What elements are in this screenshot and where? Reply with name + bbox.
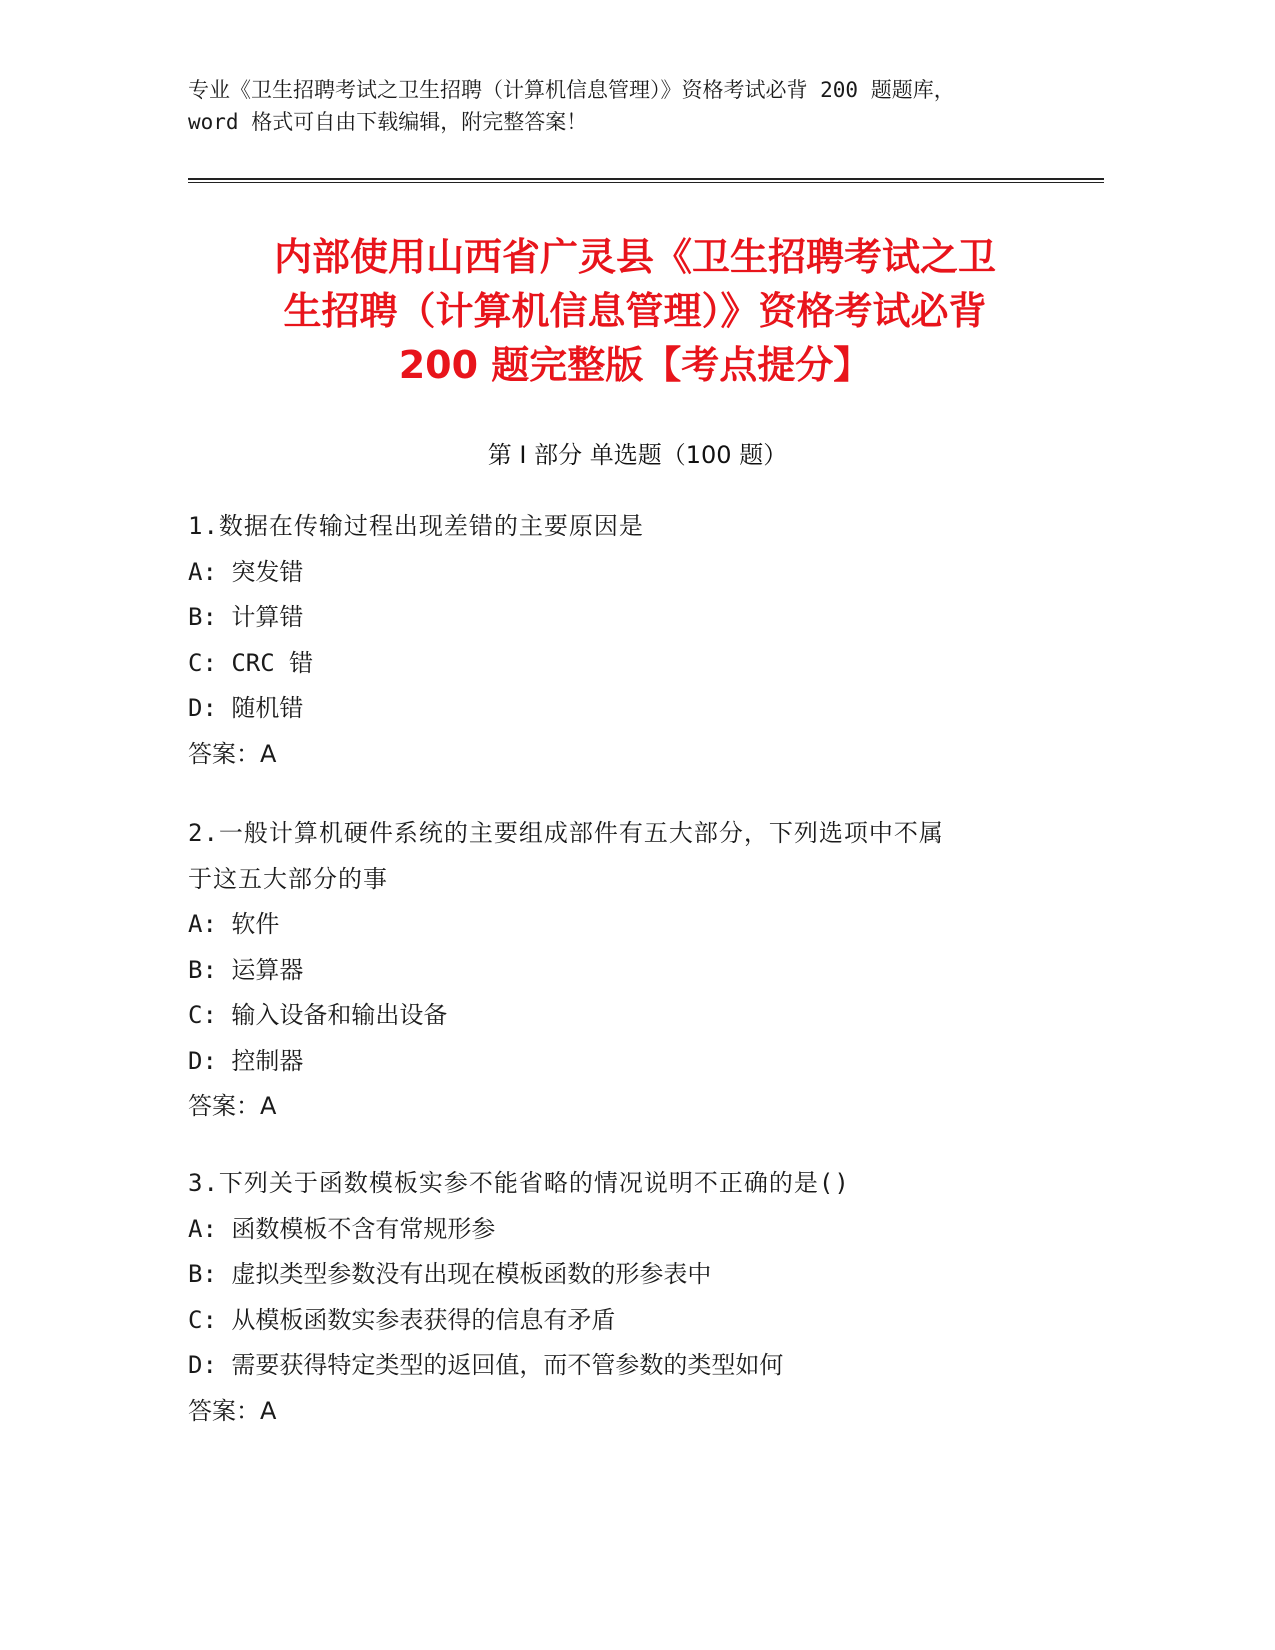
option-a: A: 软件 [188,910,280,938]
option-d: D: 随机错 [188,694,304,722]
question-stem: 2.一般计算机硬件系统的主要组成部件有五大部分，下列选项中不属 [188,819,944,847]
option-c: C: 输入设备和输出设备 [188,1001,448,1029]
question-1 [188,504,1088,777]
question-3 [188,1161,1088,1434]
document-header [188,74,1088,138]
option-d: D: 控制器 [188,1046,304,1075]
document-title [185,230,1085,392]
section-heading: 第 I 部分 单选题（100 题） [487,441,788,469]
question-stem: 3.下列关于函数模板实参不能省略的情况说明不正确的是() [188,1169,850,1197]
question-stem: 1.数据在传输过程出现差错的主要原因是 [188,512,644,540]
question-2 [188,811,1088,1130]
option-b: B: 虚拟类型参数没有出现在模板函数的形参表中 [188,1260,712,1288]
header-line-1: 专业《卫生招聘考试之卫生招聘（计算机信息管理）》资格考试必背 200 题题库， [188,78,955,102]
header-divider-thin [188,182,1104,183]
answer-line: 答案：A [188,1092,277,1120]
title-line-2: 生招聘（计算机信息管理）》资格考试必背 [283,289,987,333]
title-line-1: 内部使用山西省广灵县《卫生招聘考试之卫 [273,235,996,279]
option-a: A: 函数模板不含有常规形参 [188,1214,496,1243]
option-d: D: 需要获得特定类型的返回值，而不管参数的类型如何 [188,1351,784,1379]
option-b: B: 运算器 [188,955,304,984]
answer-line: 答案：A [188,739,277,768]
title-line-3: 200 题完整版【考点提分】 [398,343,872,387]
option-b: B: 计算错 [188,603,304,631]
option-c: C: 从模板函数实参表获得的信息有矛盾 [188,1305,616,1334]
option-c: C: CRC 错 [188,648,314,677]
question-stem-continued: 于这五大部分的事 [188,864,388,893]
answer-line: 答案：A [188,1396,277,1425]
header-line-2: word 格式可自由下载编辑，附完整答案！ [188,110,588,134]
header-divider-thick [188,178,1104,180]
option-a: A: 突发错 [188,557,304,586]
